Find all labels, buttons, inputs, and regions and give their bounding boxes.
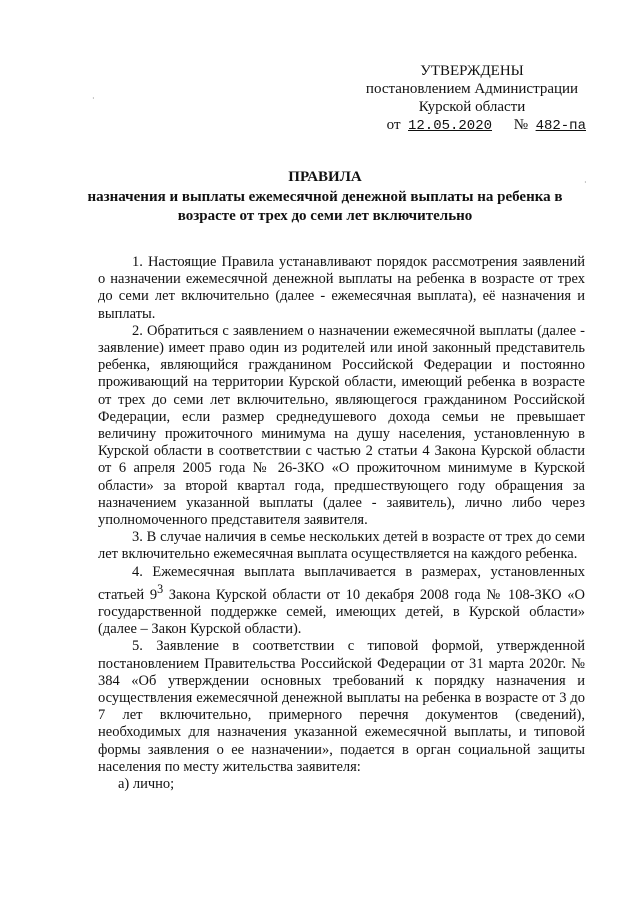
scan-speck: · (584, 178, 587, 187)
paragraph-2: 2. Обратиться с заявлением о назначении ежемесячной выплаты (далее - заявление) имеет право один из родителей или иной законный представитель ребенка, являющийся гражданином Российской Федерации и постоянно проживающий на территории Курской области, имеющий ребенка в возрасте от трех до семи лет включительно, являющегося гражданином Российской Федерации, если размер среднедушевого дохода семьи не превышает величину прожиточного минимума на душу населения, установленную в Курской области в соответствии с частью 2 статьи 4 Закона Курской области от 6 апреля 2005 года № 26-ЗКО «О прожиточном минимуме в Курской области» за второй квартал года, предшествующего году обращения за назначением указанной выплаты (далее - заявитель), лично либо через уполномоченного представителя заявителя. (98, 322, 585, 529)
scan-speck: · (92, 94, 95, 103)
paragraph-4-after: Закона Курской области от 10 декабря 2008 года № 108-ЗКО «О государственной поддержке семей, имеющих детей, в Курской области» (далее – Закон Курской области). (98, 586, 585, 638)
document-title (60, 168, 590, 226)
paragraph-3: 3. В случае наличия в семье нескольких детей в возрасте от трех до семи лет включительно ежемесячная выплата осуществляется на каждого ребенка. (98, 529, 585, 563)
approval-line-2: Курской области (418, 99, 526, 115)
document-body (98, 254, 585, 793)
approval-number: 482-па (535, 118, 586, 134)
number-prefix: № (513, 117, 529, 133)
approval-date-line (352, 116, 592, 135)
approval-block (352, 62, 592, 135)
paragraph-4-before: 4. Ежемесячная выплата выплачивается в размерах, установленных статьей 9 (98, 563, 585, 603)
paragraph-5: 5. Заявление в соответствии с типовой формой, утвержденной постановлением Правительства Российской Федерации от 31 марта 2020г. № 384 «Об утверждении основных требований к порядку назначения и осуществления ежемесячной денежной выплаты на ребенка в возрасте от 3 до 7 лет включительно, примерного перечня документов (сведений), необходимых для назначения указанной ежемесячной выплаты, и типовой формы заявления о ее назначении», подается в орган социальной защиты населения по месту жительства заявителя: (98, 638, 585, 775)
paragraph-4-sup: 3 (157, 581, 164, 596)
document-heading: ПРАВИЛА (288, 169, 362, 185)
paragraph-1: 1. Настоящие Правила устанавливают порядок рассмотрения заявлений о назначении ежемесячной денежной выплаты на ребенка в возрасте от трех до семи лет включительно (далее - ежемесячная выплата), её назначения и выплаты. (98, 254, 585, 322)
date-prefix: от (386, 117, 401, 133)
paragraph-4 (98, 564, 585, 639)
paragraph-6: а) лично; (118, 775, 175, 792)
approval-date: 12.05.2020 (408, 118, 493, 134)
document-subheading: назначения и выплаты ежемесячной денежной выплаты на ребенка в возрасте от трех до семи лет включительно (87, 189, 563, 224)
approval-line-1: постановлением Администрации (365, 81, 579, 97)
approval-title: УТВЕРЖДЕНЫ (420, 63, 524, 79)
